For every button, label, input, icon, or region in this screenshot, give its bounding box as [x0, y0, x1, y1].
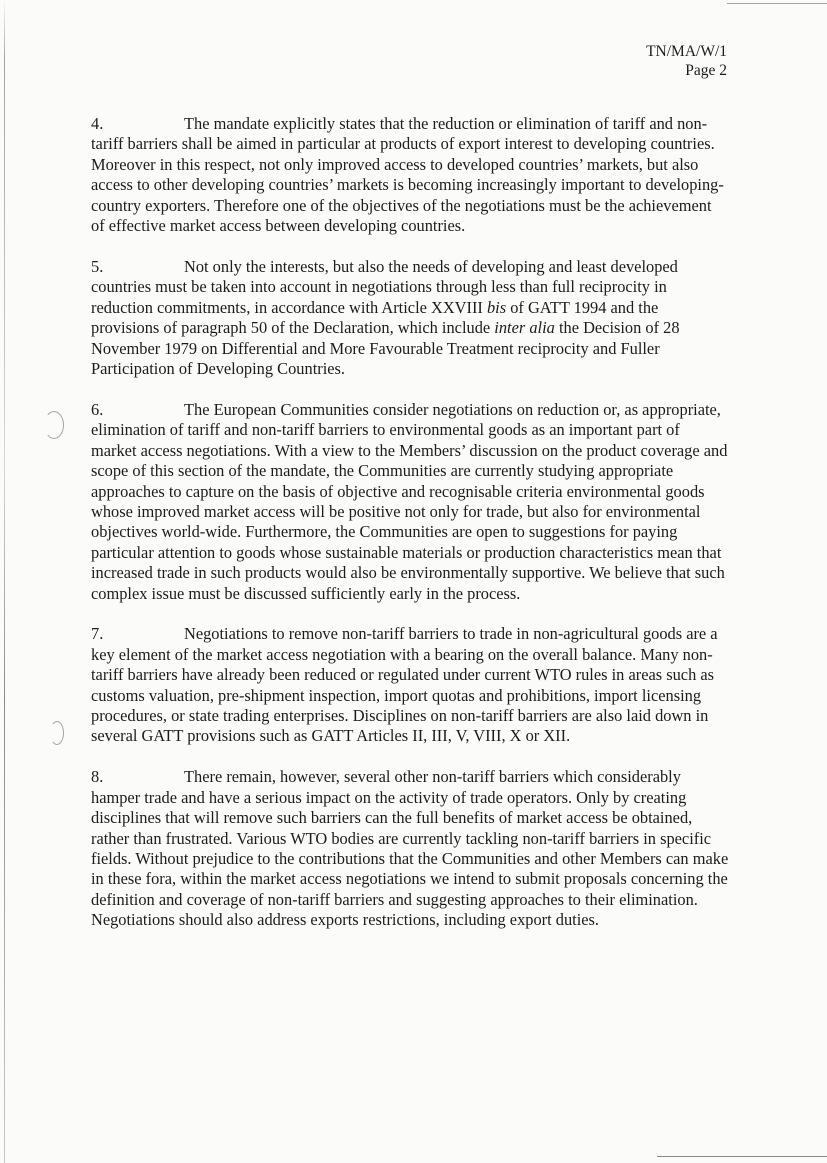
- italic-term: bis: [486, 297, 507, 317]
- paragraph-text: the Decision of 28 November 1979 on Differential and More Favourable Treatment reciprocity and Fuller Participation of Developing Countries.: [91, 318, 680, 378]
- paragraph-8: [91, 767, 729, 930]
- paragraph-4: [91, 114, 729, 236]
- italic-term: inter alia: [494, 318, 555, 338]
- scan-edge-left: [4, 0, 5, 1163]
- paragraph-number: 4.: [91, 114, 104, 133]
- page-number: Page 2: [685, 62, 727, 79]
- paragraph-text: Negotiations to remove non-tariff barriers to trade in non-agricultural goods are a key element of the market access negotiation with a bearing on the overall balance. Many non-tariff barriers have already been reduced or regulated under current WTO rules in areas such as customs valuation, pre-shipment inspection, import quotas and prohibitions, import licensing procedures, or state trading enterprises. Disciplines on non-tariff barriers are also laid down in several GATT provisions such as GATT Articles II, III, V, VIII, X or XII.: [91, 624, 718, 746]
- paragraph-number: 8.: [91, 767, 104, 787]
- scan-edge-top: [727, 3, 827, 4]
- paragraph-6: [91, 400, 729, 604]
- paragraph-text: The European Communities consider negotiations on reduction or, as appropriate, elimination of tariff and non-tariff barriers to environmental goods as an important part of market access negotiations. With a view to the Members’ discussion on the product coverage and scope of this section of the mandate, the Communities are currently studying appropriate approaches to capture on the basis of objective and recognisable criteria environmental goods whose improved market access will be positive not only for trade, but also for environmental objectives world-wide. Furthermore, the Communities are open to suggestions for paying particular attention to goods whose sustainable materials or production characteristics mean that increased trade in such products would also be environmentally supportive. We believe that such complex issue must be discussed sufficiently early in the process.: [91, 399, 728, 603]
- paragraph-text: There remain, however, several other non-tariff barriers which considerably hamper trade and have a serious impact on the activity of trade operators. Only by creating disciplines that will remove such barriers can the full benefits of market access be obtained, rather than frustrated. Various WTO bodies are currently tackling non-tariff barriers in specific fields. Without prejudice to the contributions that the Communities and other Members can make in these fora, within the market access negotiations we intend to submit proposals concerning the definition and coverage of non-tariff barriers and suggesting approaches to their elimination. Negotiations should also address exports restrictions, including export duties.: [91, 767, 729, 930]
- document-body: [91, 114, 729, 951]
- paragraph-5: [91, 257, 729, 379]
- paragraph-number: 5.: [91, 256, 104, 276]
- document-symbol: TN/MA/W/1: [646, 43, 727, 60]
- paragraph-text: The mandate explicitly states that the reduction or elimination of tariff and non-tariff barriers shall be aimed in particular at products of export interest to developing countries. Moreover in this respect, not only improved access to developed countries’ markets, but also access to other developing countries’ markets is becoming increasingly important to developing-country exporters. Therefore one of the objectives of the negotiations must be the achievement of effective market access between developing countries.: [91, 114, 724, 236]
- paragraph-number: 6.: [91, 399, 104, 419]
- paragraph-number: 7.: [91, 624, 104, 644]
- paragraph-7: [91, 624, 729, 746]
- scan-edge-bottom: [657, 1156, 827, 1157]
- punch-hole-mark: [44, 411, 64, 439]
- paragraph-text: of GATT 1994 and the provisions of paragraph 50 of the Declaration, which include: [91, 297, 659, 338]
- punch-hole-mark: [50, 721, 64, 745]
- paragraph-text: Not only the interests, but also the needs of developing and least developed countries must be taken into account in negotiations through less than full reciprocity in reduction commitments, in accordance with Article XXVIII: [91, 256, 678, 317]
- page-header: [646, 42, 727, 80]
